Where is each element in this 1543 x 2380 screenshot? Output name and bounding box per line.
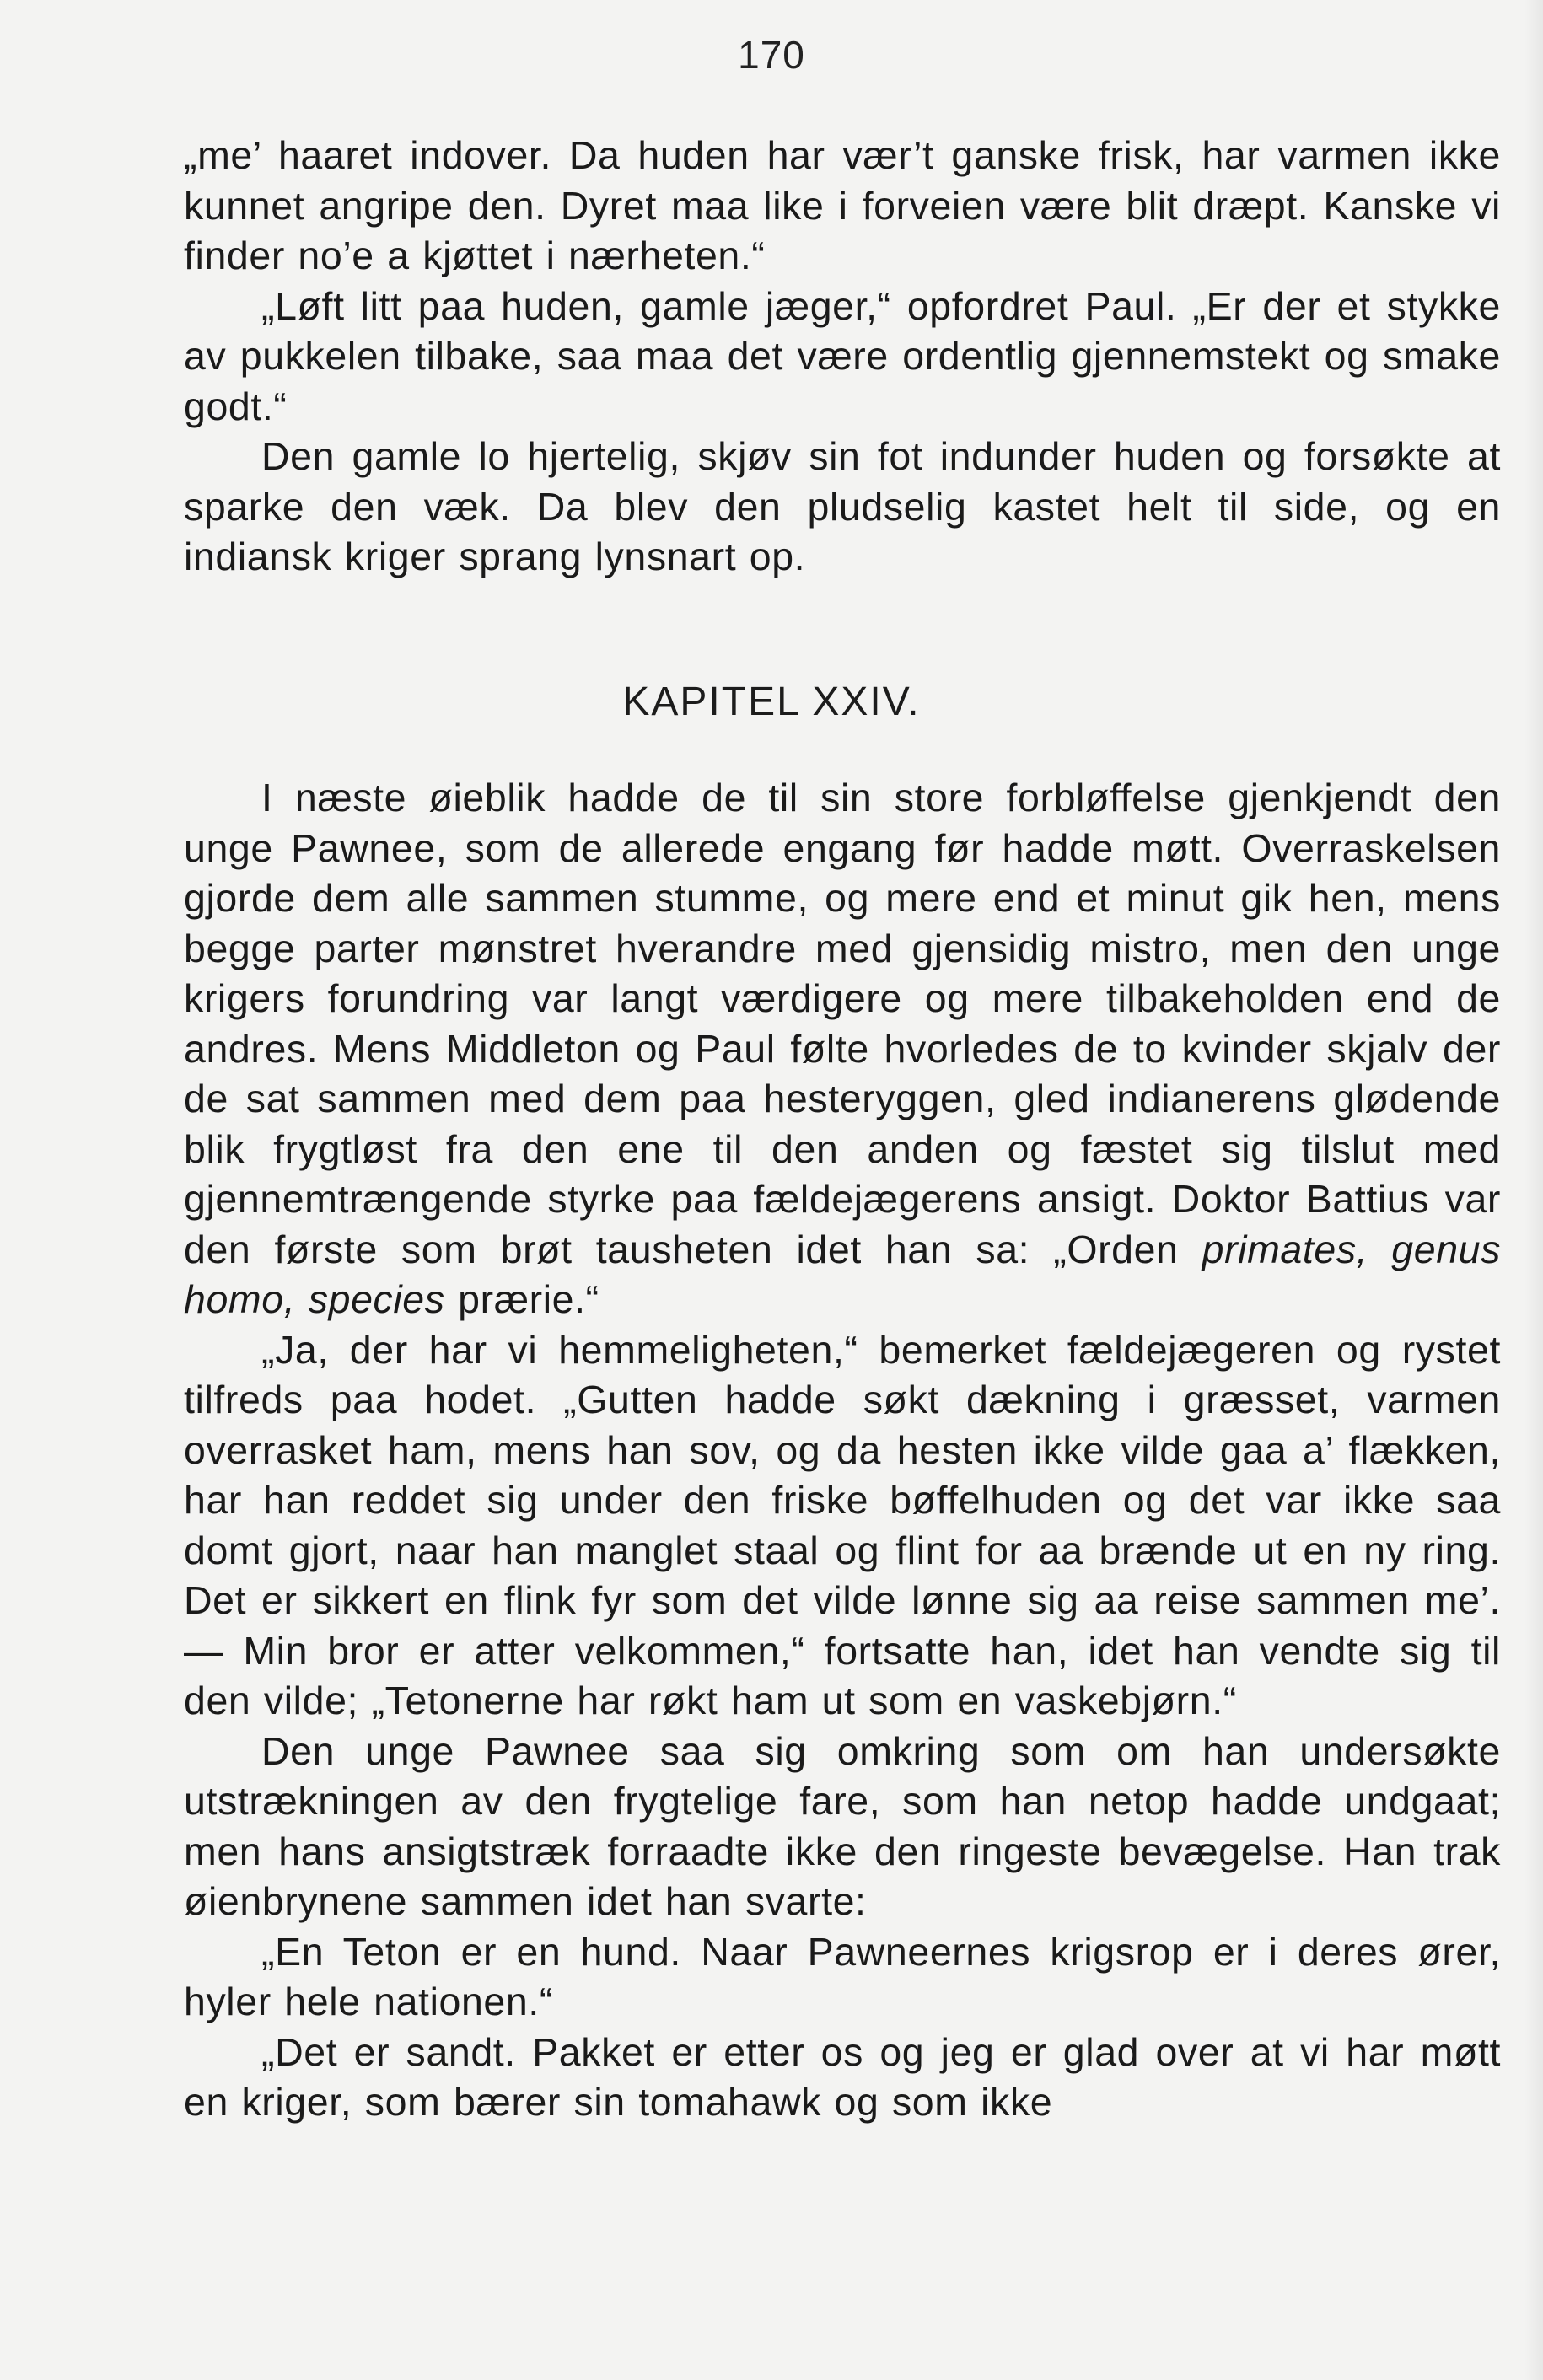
paragraph: „Det er sandt. Pakket er etter os og jeg er glad over at vi har møtt en kriger, som bærer sin tomahawk og som ikke bbox=[184, 2029, 1501, 2124]
page-edge-shadow bbox=[1524, 0, 1543, 2380]
paragraph: „En Teton er en hund. Naar Pawneernes krigsrop er i deres ører, hyler hele nationen.“ bbox=[184, 1929, 1501, 2023]
paragraph: „Løft litt paa huden, gamle jæger,“ opfordret Paul. „Er der et stykke av pukkelen tilbake, saa maa det være ordentlig gjennemstekt og smake godt.“ bbox=[184, 283, 1501, 428]
paragraph: „Ja, der har vi hemmeligheten,“ bemerket fældejægeren og rystet tilfreds paa hodet. „Gutten hadde søkt dækning i græsset, varmen overrasket ham, mens han sov, og da hesten ikke vilde gaa a’ flækken, har han reddet sig under den friske bøffelhuden og det var ikke saa domt gjort, naar han manglet staal og flint for aa brænde ut en ny ring. Det er sikkert en flink fyr som det vilde lønne sig aa reise sammen me’. — Min bror er atter velkommen,“ fortsatte han, idet han vendte sig til den vilde; „Tetonerne har røkt ham ut som en vaskebjørn.“ bbox=[184, 1327, 1501, 1722]
paragraph: „me’ haaret indover. Da huden har vær’t ganske frisk, har varmen ikke kunnet angripe den. Dyret maa like i forveien være blit dræpt. Kanske vi finder no’e a kjøttet i nærheten.“ bbox=[184, 133, 1501, 277]
page-number: 170 bbox=[738, 33, 805, 77]
chapter-heading: KAPITEL XXIV. bbox=[622, 680, 921, 724]
paragraph: Den gamle lo hjertelig, skjøv sin fot indunder huden og forsøkte at sparke den væk. Da blev den pludselig kastet helt til side, og en indiansk kriger sprang lynsnart op. bbox=[184, 434, 1501, 578]
paragraph: Den unge Pawnee saa sig omkring som om han undersøkte utstrækningen av den frygtelige fare, som han netop hadde undgaat; men hans ansigtstræk forraadte ikke den ringeste bevægelse. Han trak øienbrynene sammen idet han svarte: bbox=[184, 1728, 1501, 1923]
paragraph-text: prærie.“ bbox=[444, 1277, 599, 1321]
italic-taxonomy-text: primates, genus homo, species bbox=[184, 1227, 1501, 1321]
paragraph-text: I næste øieblik hadde de til sin store forbløffelse gjenkjendt den unge Pawnee, som de allerede engang før hadde møtt. Overraskelsen gjorde dem alle sammen stumme, og mere end et minut gik hen, mens begge parter mønstret hverandre med gjensidig mistro, men den unge krigers forundring var langt værdigere og mere tilbakeholden end de andres. Mens Middleton og Paul følte hvorledes de to kvinder skjalv der de sat sammen med dem paa hesteryggen, gled indianerens glødende blik frygtløst fra den ene til den anden og fæstet sig tilslut med gjennemtrængende styrke paa fældejægerens ansigt. Doktor Battius var den første som brøt tausheten idet han sa: „Orden bbox=[184, 776, 1501, 1271]
paragraph bbox=[184, 773, 1501, 1325]
chapter-text-block bbox=[184, 773, 1501, 2128]
top-text-block bbox=[184, 131, 1501, 583]
